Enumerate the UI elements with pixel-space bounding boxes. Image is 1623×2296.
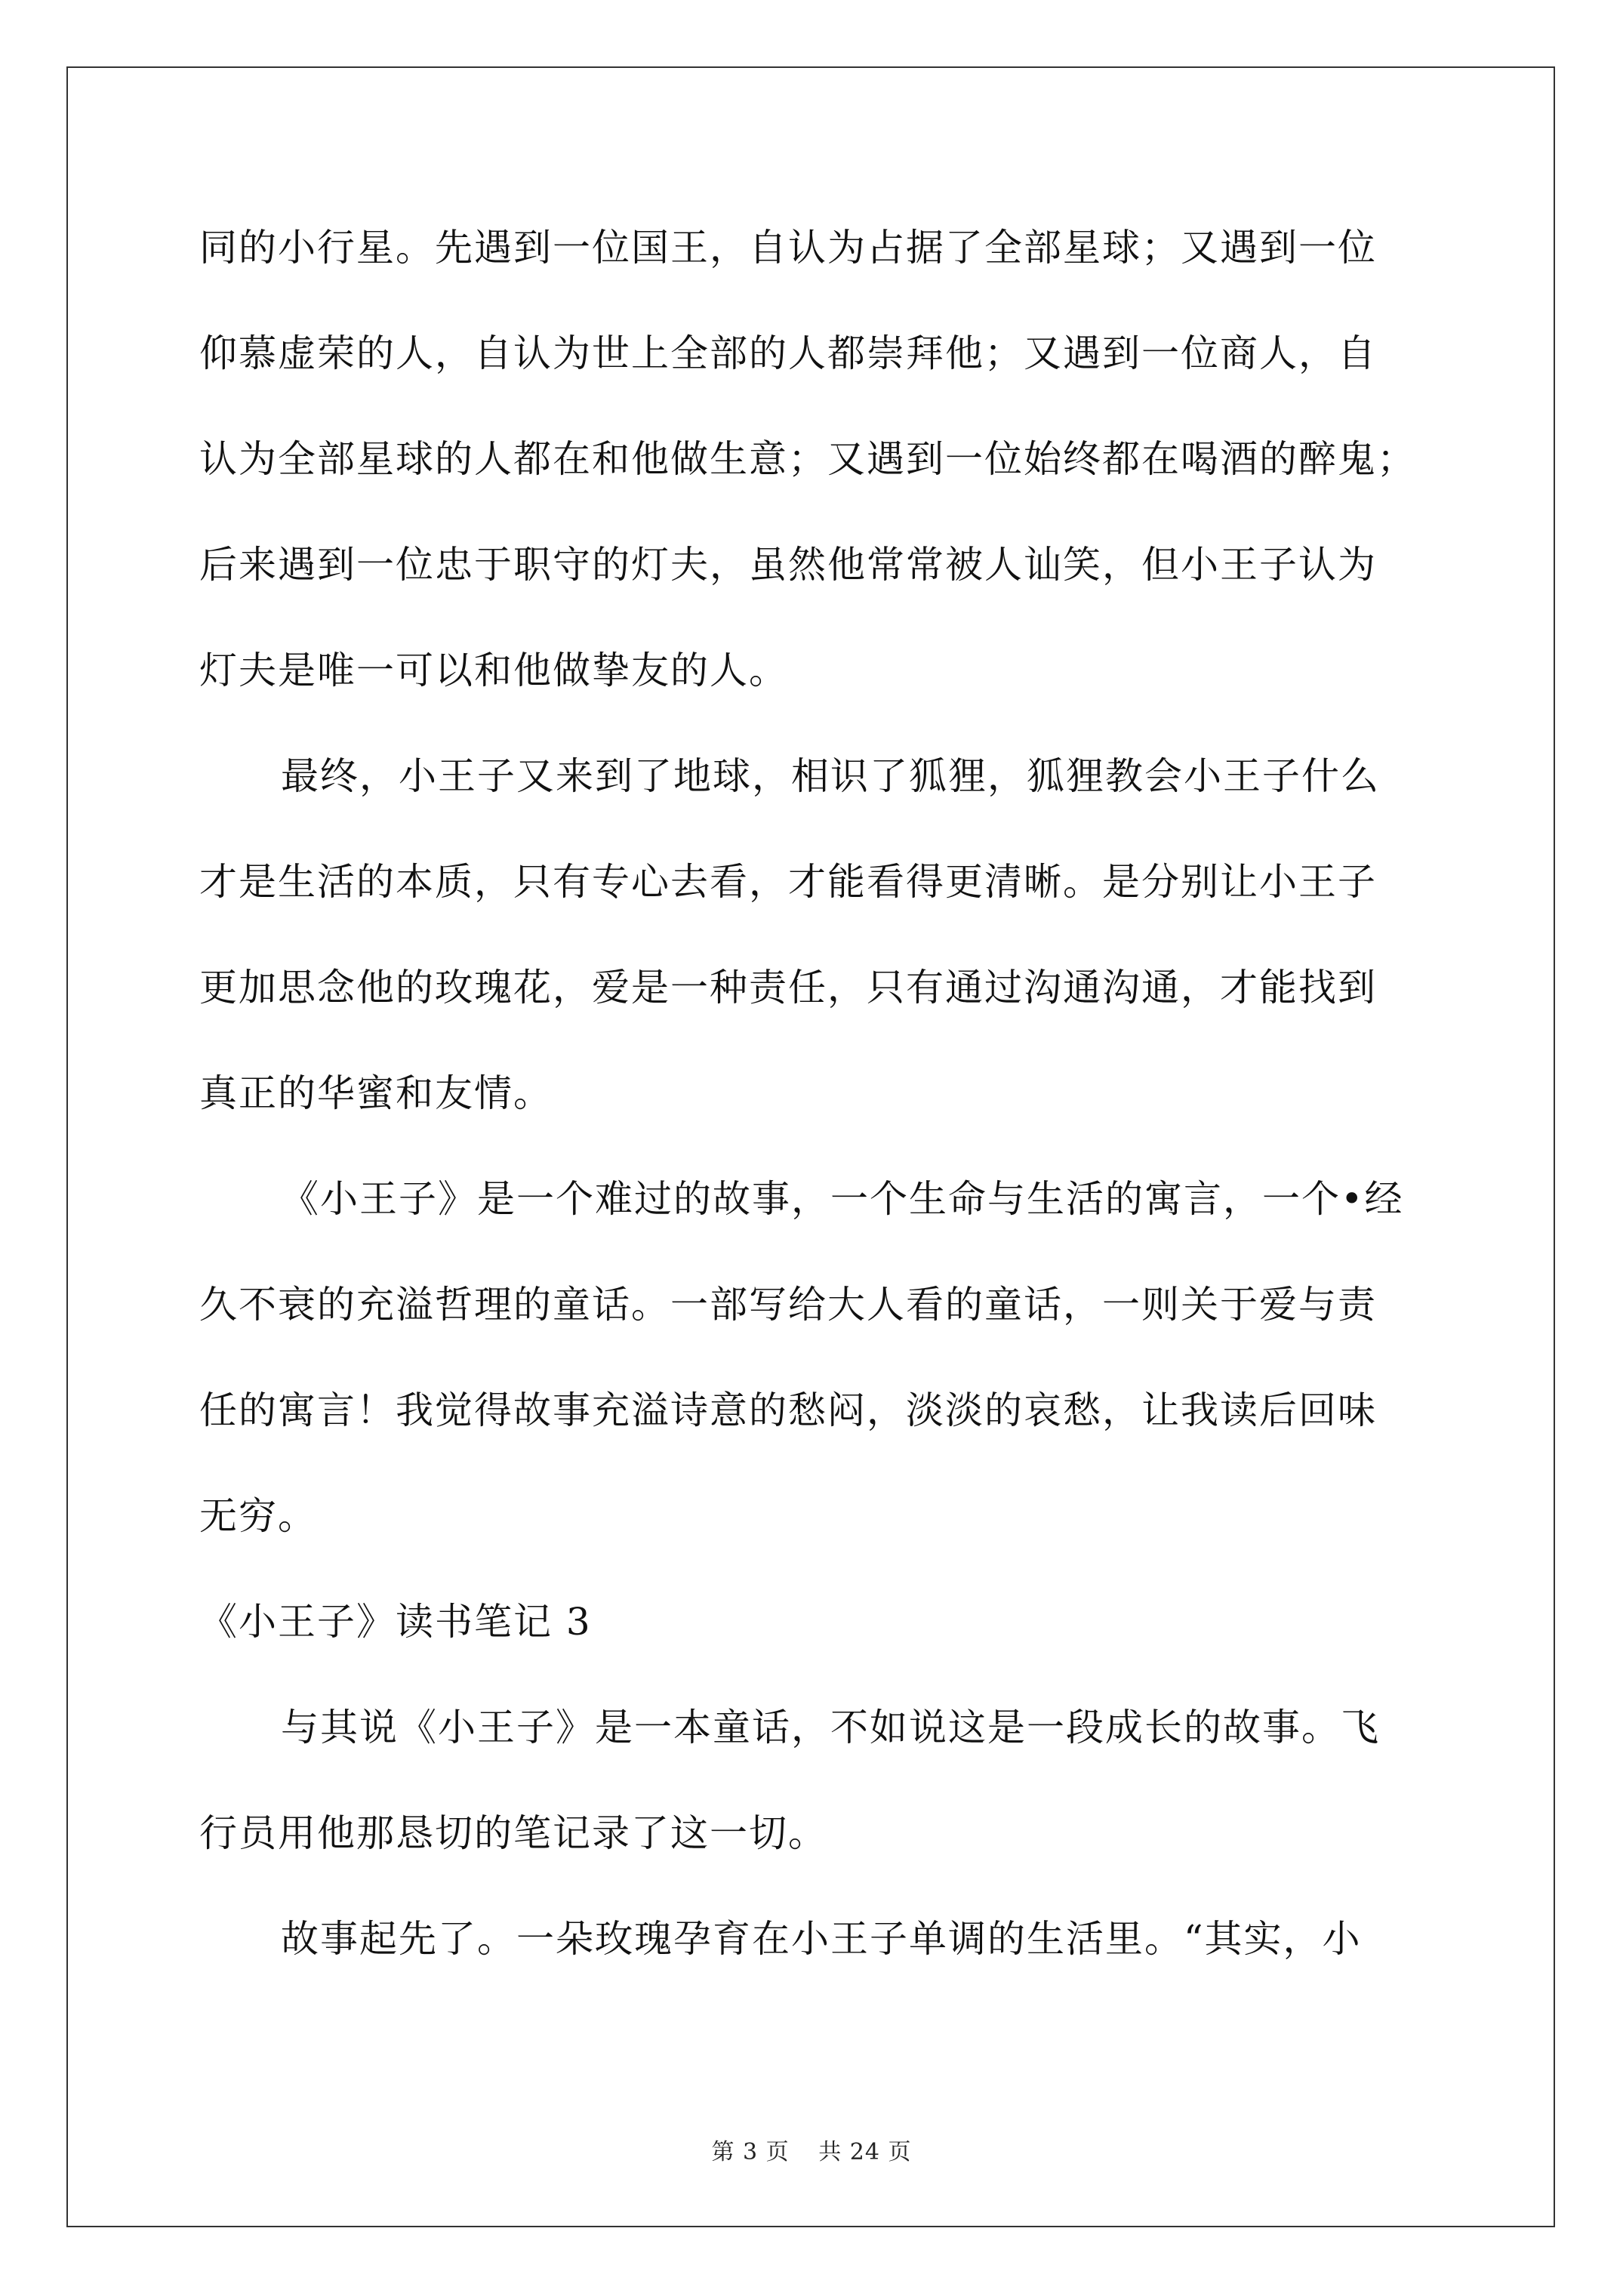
text-line: 《小王子》是一个难过的故事，一个生命与生活的寓言，一个•经 [281,1177,1404,1221]
text-line: 才是生活的本质，只有专心去看，才能看得更清晰。是分别让小王子 [199,860,1377,904]
text-line: 更加思念他的玫瑰花，爱是一种责任，只有通过沟通沟通，才能找到 [199,966,1377,1009]
text-line: 仰慕虚荣的人，自认为世上全部的人都崇拜他；又遇到一位商人，自 [199,331,1377,375]
page-total: 共 24 页 [818,2139,912,2165]
text-line: 久不衰的充溢哲理的童话。一部写给大人看的童话，一则关于爱与责 [199,1283,1377,1327]
text-line: 真正的华蜜和友情。 [199,1071,553,1115]
text-line: 故事起先了。一朵玫瑰孕育在小王子单调的生活里。“其实，小 [281,1917,1362,1961]
text-line: 与其说《小王子》是一本童话，不如说这是一段成长的故事。飞 [281,1706,1380,1749]
text-line: 最终，小王子又来到了地球，相识了狐狸，狐狸教会小王子什么 [281,754,1380,798]
text-line: 同的小行星。先遇到一位国王，自认为占据了全部星球；又遇到一位 [199,226,1377,270]
text-line: 任的寓言！我觉得故事充溢诗意的愁闷，淡淡的哀愁，让我读后回味 [199,1388,1377,1432]
page-number: 第 3 页 [711,2139,790,2165]
text-line: 后来遇到一位忠于职守的灯夫，虽然他常常被人讪笑，但小王子认为 [199,543,1377,587]
text-line: 灯夫是唯一可以和他做挚友的人。 [199,649,788,692]
text-line: 认为全部星球的人都在和他做生意；又遇到一位始终都在喝酒的醉鬼； [199,437,1416,481]
section-heading: 《小王子》读书笔记 3 [199,1600,592,1644]
page-footer [0,2133,1623,2166]
body-text [199,208,1439,2005]
text-line: 行员用他那恳切的笔记录了这一切。 [199,1811,827,1855]
text-line: 无穷。 [199,1494,317,1538]
